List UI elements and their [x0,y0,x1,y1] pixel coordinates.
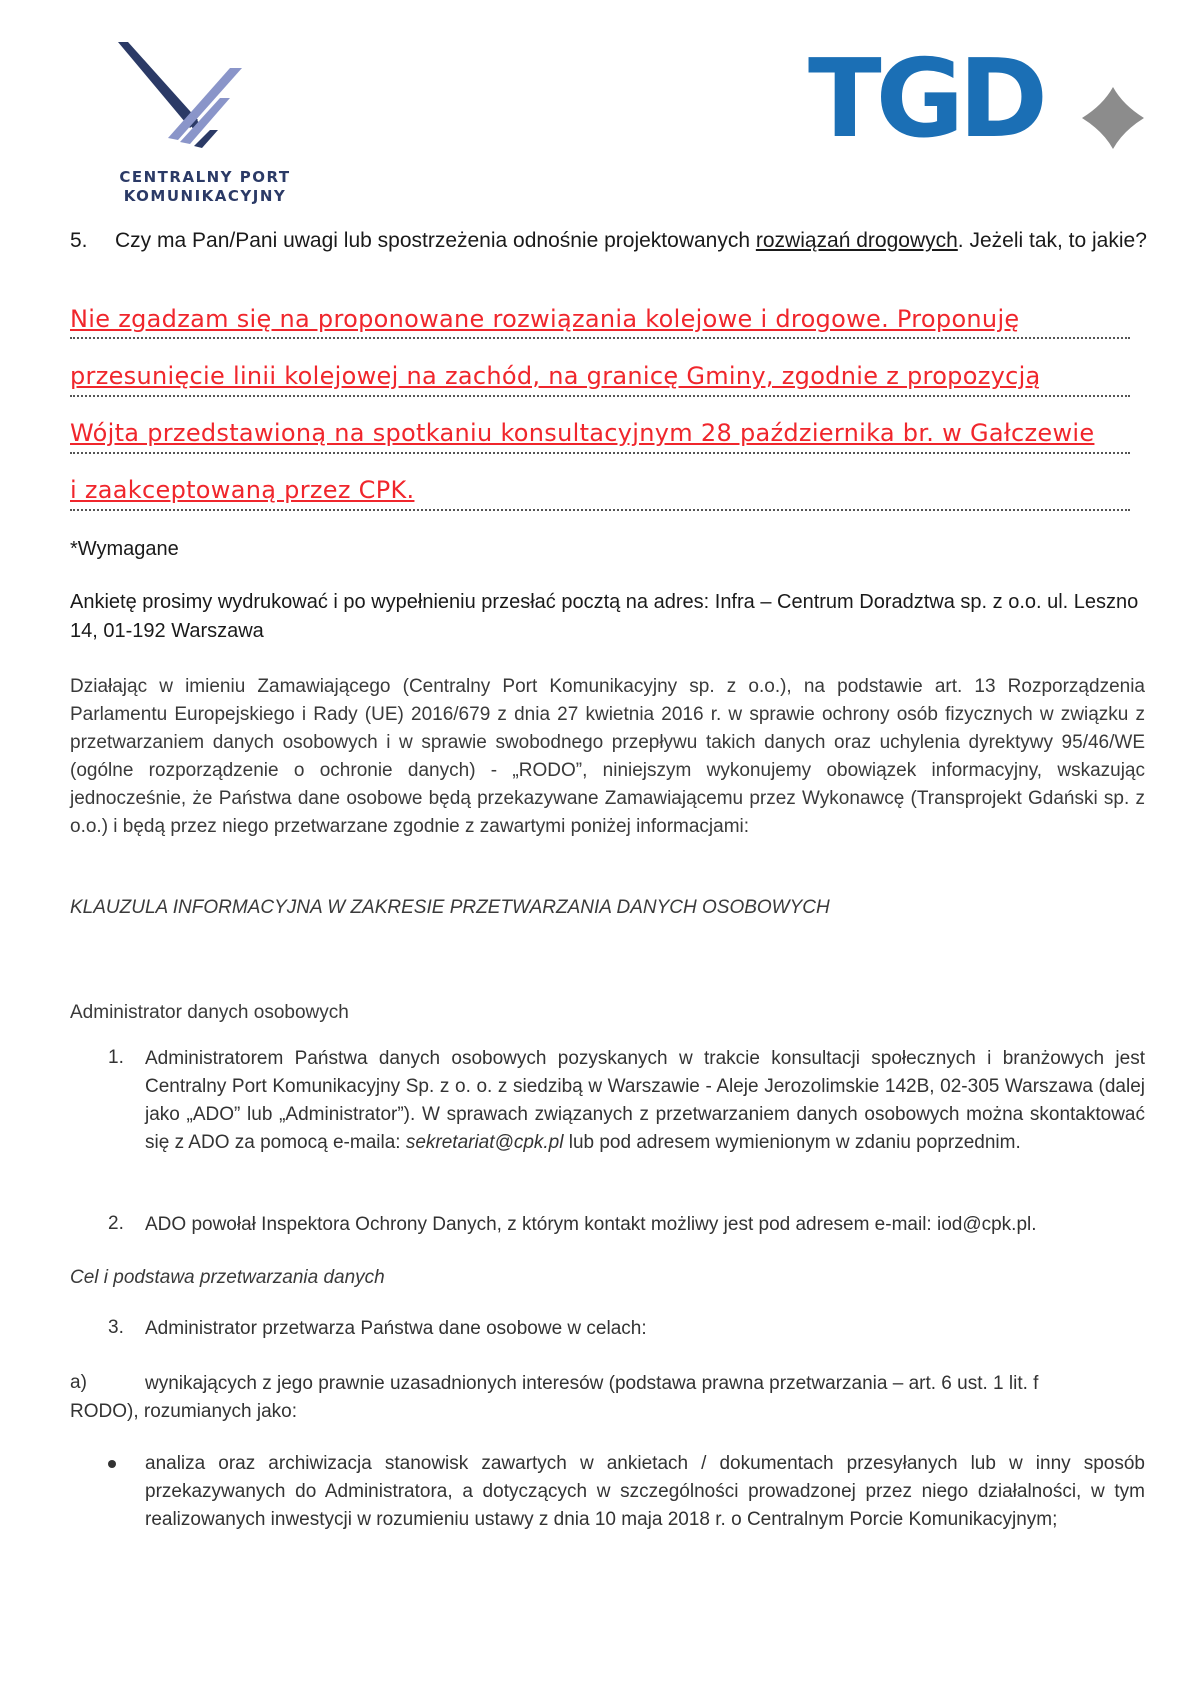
question-text [115,227,1165,254]
answer-text-line: i zaakceptowaną przez CPK. [70,476,415,504]
question-5 [70,227,1150,287]
list-item-number: 1. [108,1047,124,1068]
clause-heading: KLAUZULA INFORMACYJNA W ZAKRESIE PRZETWARZANIA DANYCH OSOBOWYCH [70,897,830,918]
bullet-icon [108,1460,116,1468]
answer-text-line: przesunięcie linii kolejowej na zachód, na granicę Gminy, zgodnie z propozycją [70,362,1041,390]
admin-heading: Administrator danych osobowych [70,1002,349,1023]
sub-item-text: wynikających z jego prawnie uzasadnionych interesów (podstawa prawna przetwarzania – art. 6 ust. 1 lit. f [145,1373,1039,1394]
email-address: sekretariat@cpk.pl [405,1132,564,1153]
cpk-logo-line1: CENTRALNY PORT [119,168,291,186]
tgd-logo-text: TGD [808,37,1042,162]
mailing-note: Ankietę prosimy wydrukować i po wypełnieniu przesłać pocztą na adres: Infra – Centrum Doradztwa sp. z o.o. ul. Leszno 14, 01-192 Warszawa [70,591,1139,642]
cpk-logo-line2: KOMUNIKACYJNY [123,187,287,205]
list-item-text: ADO powołał Inspektora Ochrony Danych, z którym kontakt możliwy jest pod adresem e-mail: iod@cpk.pl. [145,1214,1037,1235]
list-item-text [145,1045,1145,1157]
purpose-heading: Cel i podstawa przetwarzania danych [70,1267,385,1288]
answer-text-line: Wójta przedstawioną na spotkaniu konsultacyjnym 28 października br. w Gałczewie [70,419,1095,447]
question-text-part1: Czy ma Pan/Pani uwagi lub spostrzeżenia odnośnie projektowanych [115,229,756,252]
question-text-part2: . Jeżeli tak, to jakie? [957,229,1147,252]
item1-text-end: lub pod adresem wymienionym w zdaniu poprzednim. [563,1132,1021,1153]
item1-text: Administratorem Państwa danych osobowych pozyskanych w trakcie konsultacji społecznych i branżowych jest Centralny Port Komunikacyjny Sp. z o. o. z siedzibą w Warszawie - Aleje Jerozolimskie 142B, 02-305 Warszawa (dalej jako „ADO” lub „Administrator”). W sprawach związanych z przetwarzaniem danych osobowych można skontaktować się z ADO za pomocą e-maila: [145,1048,1145,1153]
tgd-diamond-icon [1078,83,1148,153]
required-note: *Wymagane [70,538,179,560]
cpk-logo-mark-icon [110,40,300,170]
sub-item-text-line2: RODO), rozumianych jako: [70,1401,298,1422]
intro-paragraph: Działając w imieniu Zamawiającego (Centralny Port Komunikacyjny sp. z o.o.), na podstawie art. 13 Rozporządzenia Parlamentu Europejskiego i Rady (UE) 2016/679 z dnia 27 kwietnia 2016 r. w sprawie ochrony osób fizycznych w związku z przetwarzaniem danych osobowych i w sprawie swobodnego przepływu takich danych oraz uchylenia dyrektywy 95/46/WE (ogólne rozporządzenie o ochronie danych) - „RODO”, niniejszym wykonujemy obowiązek informacyjny, wskazując jednocześnie, że Państwa dane osobowe będą przekazywane Zamawiającemu przez Wykonawcę (Transprojekt Gdański sp. z o.o.) i będą przez niego przetwarzane zgodnie z zawartymi poniżej informacjami: [70,676,1145,837]
answer-text-line: Nie zgadzam się na proponowane rozwiązania kolejowe i drogowe. Proponuję [70,305,1020,333]
tgd-logo [808,37,1153,165]
sub-item-label: a) [70,1372,87,1393]
list-item-text: Administrator przetwarza Państwa dane osobowe w celach: [145,1318,647,1339]
question-number: 5. [70,229,88,252]
list-item-number: 2. [108,1213,124,1234]
question-text-underlined: rozwiązań drogowych [755,229,958,252]
list-item-number: 3. [108,1317,124,1338]
bullet-item-text: analiza oraz archiwizacja stanowisk zawartych w ankietach / dokumentach przesyłanych lub w inny sposób przekazywanych do Administratora, a dotyczących w szczególności prowadzonej przez niego działalności, w tym realizowanych inwestycji w rozumieniu ustawy z dnia 10 maja 2018 r. o Centralnym Porcie Komunikacyjnym; [145,1453,1145,1530]
cpk-logo [110,40,300,210]
